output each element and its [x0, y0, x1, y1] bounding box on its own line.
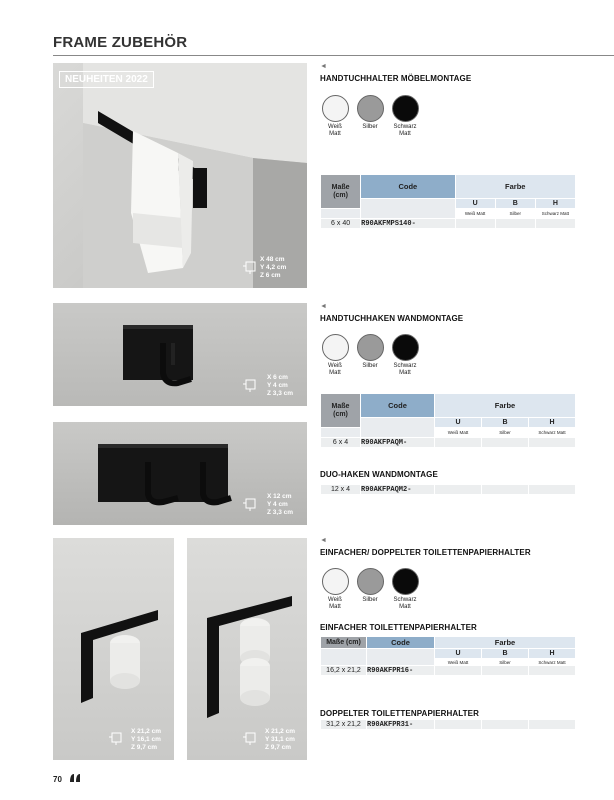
cell-code: R90AKFPAQM2-	[361, 485, 435, 495]
section-title-single-paper-holder: EINFACHER TOILETTENPAPIERHALTER	[320, 623, 477, 632]
swatch-label: Weiß Matt	[328, 124, 342, 137]
label-weiss-matt: Weiß Matt	[455, 209, 495, 219]
black-swatch-icon	[392, 568, 419, 595]
cell-size: 31,2 x 21,2	[321, 720, 367, 730]
cell-code: R90AKFPR16-	[367, 666, 435, 676]
color-swatches	[320, 334, 420, 376]
dim-y: Y 4 cm	[267, 501, 288, 508]
swatch-silber	[355, 95, 385, 137]
cell-u	[435, 720, 482, 730]
cell-u	[455, 219, 495, 229]
section-title-hook: HANDTUCHHAKEN WANDMONTAGE	[320, 314, 464, 323]
header-h: H	[535, 199, 575, 209]
dimension-icon	[241, 257, 259, 275]
cell-h	[529, 438, 576, 448]
cell-u	[435, 666, 482, 676]
product-photo-hook	[53, 303, 307, 406]
label-silber: Silber	[482, 428, 529, 438]
product-photo-towel-holder	[53, 63, 307, 288]
swatch-label: Weiß Matt	[328, 363, 342, 376]
dim-x: X 48 cm	[260, 256, 285, 263]
white-swatch-icon	[322, 568, 349, 595]
header-code: Code	[361, 394, 435, 418]
header-blank	[321, 649, 367, 666]
section-title-duo-hook: DUO-HAKEN WANDMONTAGE	[320, 470, 438, 479]
cell-code: R90AKFPR31-	[367, 720, 435, 730]
header-b: B	[482, 418, 529, 428]
swatch-schwarz	[390, 334, 420, 376]
product-photo-duo-hook	[53, 422, 307, 525]
brand-logo-icon	[69, 773, 81, 783]
swatch-label: Schwarz Matt	[393, 597, 417, 610]
cell-size: 16,2 x 21,2	[321, 666, 367, 676]
swatch-weiss	[320, 334, 350, 376]
dim-z: Z 6 cm	[260, 272, 281, 279]
header-blank	[321, 428, 361, 438]
white-swatch-icon	[322, 334, 349, 361]
label-schwarz-matt: Schwarz Matt	[535, 209, 575, 219]
header-blank	[321, 209, 361, 219]
header-u: U	[455, 199, 495, 209]
swatch-label: Schwarz Matt	[393, 124, 417, 137]
header-code: Code	[361, 175, 455, 199]
header-b: B	[482, 649, 529, 659]
swatch-label: Weiß Matt	[328, 597, 342, 610]
dim-y: Y 4 cm	[267, 382, 288, 389]
label-silber: Silber	[482, 659, 529, 666]
dimension-icon	[241, 494, 259, 512]
cell-h	[529, 666, 576, 676]
dim-z: Z 9,7 cm	[265, 744, 292, 751]
swatch-label: Silber	[362, 597, 378, 603]
label-schwarz-matt: Schwarz Matt	[529, 659, 576, 666]
cell-size: 12 x 4	[321, 485, 361, 495]
cell-b	[482, 485, 529, 495]
cell-u	[435, 438, 482, 448]
label-weiss-matt: Weiß Matt	[435, 659, 482, 666]
dim-x: X 6 cm	[267, 374, 288, 381]
section-title-double-paper-holder: DOPPELTER TOILETTENPAPIERHALTER	[320, 709, 479, 718]
header-farbe: Farbe	[435, 637, 576, 649]
color-swatches	[320, 95, 420, 137]
section-arrow-icon: ◄	[320, 63, 327, 70]
swatch-schwarz	[390, 95, 420, 137]
cell-b	[482, 666, 529, 676]
cell-h	[529, 720, 576, 730]
dim-y: Y 31,1 cm	[265, 736, 295, 743]
header-masse: Maße (cm)	[321, 637, 367, 649]
header-h: H	[529, 418, 576, 428]
silver-swatch-icon	[357, 95, 384, 122]
dim-z: Z 3,3 cm	[267, 390, 294, 397]
spec-table-hook	[320, 393, 576, 448]
cell-b	[482, 438, 529, 448]
dim-x: X 21,2 cm	[265, 728, 295, 735]
double-paper-holder-illustration	[187, 538, 307, 760]
dim-z: Z 9,7 cm	[131, 744, 158, 751]
header-u: U	[435, 649, 482, 659]
header-h: H	[529, 649, 576, 659]
page-number: 70	[53, 775, 62, 784]
spec-table-single-paper-holder	[320, 636, 576, 676]
label-silber: Silber	[495, 209, 535, 219]
dim-x: X 12 cm	[267, 493, 292, 500]
swatch-label: Silber	[362, 124, 378, 130]
section-title-towel-holder: HANDTUCHHALTER MÖBELMONTAGE	[320, 74, 472, 83]
swatch-label: Silber	[362, 363, 378, 369]
swatch-silber	[355, 334, 385, 376]
cell-h	[535, 219, 575, 229]
page-title: FRAME ZUBEHÖR	[53, 34, 188, 51]
dim-x: X 21,2 cm	[131, 728, 161, 735]
cell-size: 6 x 4	[321, 438, 361, 448]
dimension-icon	[241, 375, 259, 393]
color-swatches	[320, 568, 420, 610]
header-farbe: Farbe	[455, 175, 575, 199]
silver-swatch-icon	[357, 334, 384, 361]
header-blank	[361, 199, 455, 219]
dimensions-text	[265, 728, 295, 752]
dimension-icon	[107, 728, 125, 746]
cell-b	[482, 720, 529, 730]
section-arrow-icon: ◄	[320, 537, 327, 544]
cell-b	[495, 219, 535, 229]
spec-table-double-paper-holder	[320, 719, 576, 730]
black-swatch-icon	[392, 334, 419, 361]
header-farbe: Farbe	[435, 394, 576, 418]
label-schwarz-matt: Schwarz Matt	[529, 428, 576, 438]
dimension-icon	[241, 728, 259, 746]
new-2022-badge: NEUHEITEN 2022	[59, 71, 154, 88]
dimensions-text	[267, 493, 293, 517]
header-blank	[361, 418, 435, 438]
header-u: U	[435, 418, 482, 428]
silver-swatch-icon	[357, 568, 384, 595]
swatch-silber	[355, 568, 385, 610]
product-photo-single-paper-holder	[53, 538, 174, 760]
header-masse: Maße (cm)	[321, 175, 361, 209]
spec-table-towel-holder	[320, 174, 576, 229]
spec-table-duo-hook	[320, 484, 576, 495]
dimensions-text	[131, 728, 161, 752]
cell-size: 6 x 40	[321, 219, 361, 229]
cell-code: R90AKFPAQM-	[361, 438, 435, 448]
single-paper-holder-illustration	[53, 538, 174, 760]
dim-z: Z 3,3 cm	[267, 509, 294, 516]
product-photo-double-paper-holder	[187, 538, 307, 760]
dim-y: Y 4,2 cm	[260, 264, 287, 271]
title-divider	[53, 55, 614, 56]
cell-u	[435, 485, 482, 495]
header-blank	[367, 649, 435, 666]
swatch-weiss	[320, 95, 350, 137]
swatch-label: Schwarz Matt	[393, 363, 417, 376]
dimensions-text	[260, 256, 286, 280]
cell-code: R90AKFMPS140-	[361, 219, 455, 229]
swatch-schwarz	[390, 568, 420, 610]
dimensions-text	[267, 374, 293, 398]
section-arrow-icon: ◄	[320, 303, 327, 310]
swatch-weiss	[320, 568, 350, 610]
cell-h	[529, 485, 576, 495]
label-weiss-matt: Weiß Matt	[435, 428, 482, 438]
dim-y: Y 16,1 cm	[131, 736, 161, 743]
white-swatch-icon	[322, 95, 349, 122]
section-title-paper-holder: EINFACHER/ DOPPELTER TOILETTENPAPIERHALTER	[320, 548, 531, 557]
header-b: B	[495, 199, 535, 209]
towel-holder-illustration	[53, 63, 307, 288]
header-code: Code	[367, 637, 435, 649]
header-masse: Maße (cm)	[321, 394, 361, 428]
black-swatch-icon	[392, 95, 419, 122]
